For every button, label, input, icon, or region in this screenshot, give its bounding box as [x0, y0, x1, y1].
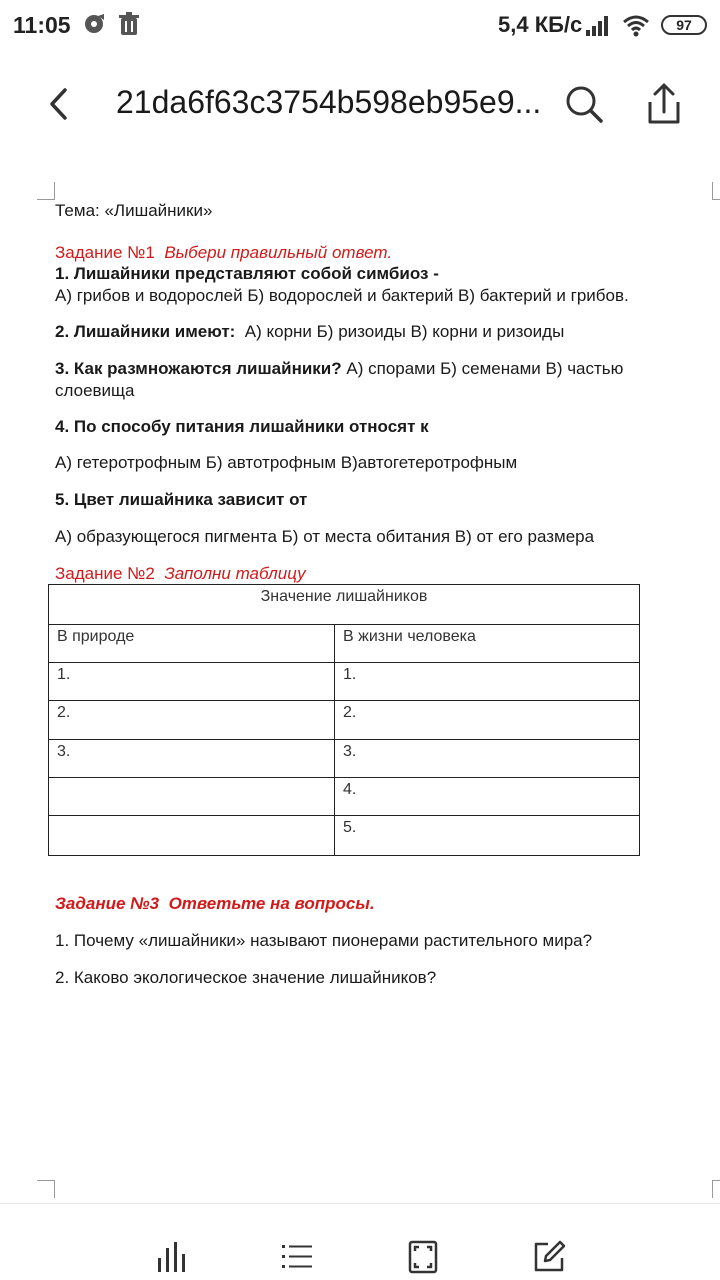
topic-heading: Тема: «Лишайники» [55, 201, 213, 220]
question-3-text: 3. Как размножаются лишайники? [55, 359, 342, 378]
list-icon[interactable] [280, 1240, 314, 1274]
table-header-cell: В природе [49, 625, 335, 662]
chart-bars-icon[interactable] [155, 1240, 189, 1274]
task3-instruction: Ответьте на вопросы. [168, 894, 375, 913]
table-cell: 3. [49, 740, 335, 777]
table-title: Значение лишайников [260, 588, 428, 605]
question-2-answers: А) корни Б) ризоиды В) корни и ризоиды [244, 322, 565, 341]
network-speed: 5,4 КБ/с [498, 12, 583, 37]
table-cell: 2. [49, 701, 335, 739]
page-corner-mark [712, 1180, 720, 1198]
signal-icon [584, 14, 612, 36]
question-5-answers: А) образующегося пигмента Б) от места обитания В) от его размера [55, 527, 595, 546]
document-title: 21da6f63c3754b598eb95e9... [116, 84, 542, 120]
status-bar [0, 0, 720, 52]
table-cell: 1. [49, 663, 335, 700]
table-cell: 1. [343, 666, 357, 683]
question-2-text: 2. Лишайники имеют: [55, 322, 236, 341]
task2-instruction: Заполни таблицу [164, 564, 306, 583]
table-header-row [49, 624, 639, 662]
status-time: 11:05 [13, 12, 71, 38]
table-cell [49, 816, 335, 855]
table-row [49, 662, 639, 700]
table-title-row [49, 585, 639, 624]
task2-label: Задание №2 [55, 564, 155, 583]
share-icon[interactable] [640, 80, 688, 128]
task3-heading [55, 894, 375, 914]
task3-label: Задание №3 [55, 894, 160, 913]
table-row [49, 700, 639, 739]
table-cell [49, 778, 335, 815]
trash-notification-icon [118, 12, 140, 36]
search-icon[interactable] [560, 80, 608, 128]
question-5: 5. Цвет лишайника зависит от [55, 490, 308, 509]
question-4-answers: А) гетеротрофным Б) автотрофным В)автогетеротрофным [55, 453, 518, 472]
app-bar [0, 60, 720, 150]
question-3 [55, 359, 623, 379]
table-row [49, 777, 639, 815]
task3-question-1: 1. Почему «лишайники» называют пионерами растительного мира? [55, 931, 593, 950]
task1-heading [55, 243, 392, 263]
table-row [49, 815, 639, 855]
task3-question-2: 2. Каково экологическое значение лишайников? [55, 968, 437, 987]
battery-level: 97 [676, 17, 692, 33]
table-cell: 5. [343, 819, 357, 836]
fullscreen-icon[interactable] [406, 1240, 440, 1274]
task2-heading [55, 564, 306, 584]
question-3-answers-cont: слоевища [55, 381, 135, 400]
question-4: 4. По способу питания лишайники относят к [55, 417, 429, 436]
task1-label: Задание №1 [55, 243, 155, 262]
question-1-answers: А) грибов и водорослей Б) водорослей и бактерий В) бактерий и грибов. [55, 286, 629, 305]
table-header-cell: В жизни человека [343, 628, 476, 645]
media-notification-icon [82, 12, 106, 36]
lichen-significance-table [48, 584, 640, 856]
page-corner-mark [37, 182, 55, 200]
question-3-answers: А) спорами Б) семенами В) частью [346, 359, 624, 378]
table-cell: 3. [343, 743, 357, 760]
table-cell: 2. [343, 704, 357, 721]
task1-instruction: Выбери правильный ответ. [164, 243, 393, 262]
battery-icon [661, 15, 707, 35]
question-2 [55, 322, 564, 342]
table-cell: 4. [343, 781, 357, 798]
question-1: 1. Лишайники представляют собой симбиоз - [55, 264, 439, 283]
page-corner-mark [37, 1180, 55, 1198]
edit-icon[interactable] [532, 1240, 566, 1274]
page-corner-mark [712, 182, 720, 200]
back-arrow-icon[interactable] [38, 82, 82, 126]
wifi-icon [622, 14, 652, 38]
bottom-toolbar [0, 1203, 720, 1280]
table-row [49, 739, 639, 777]
